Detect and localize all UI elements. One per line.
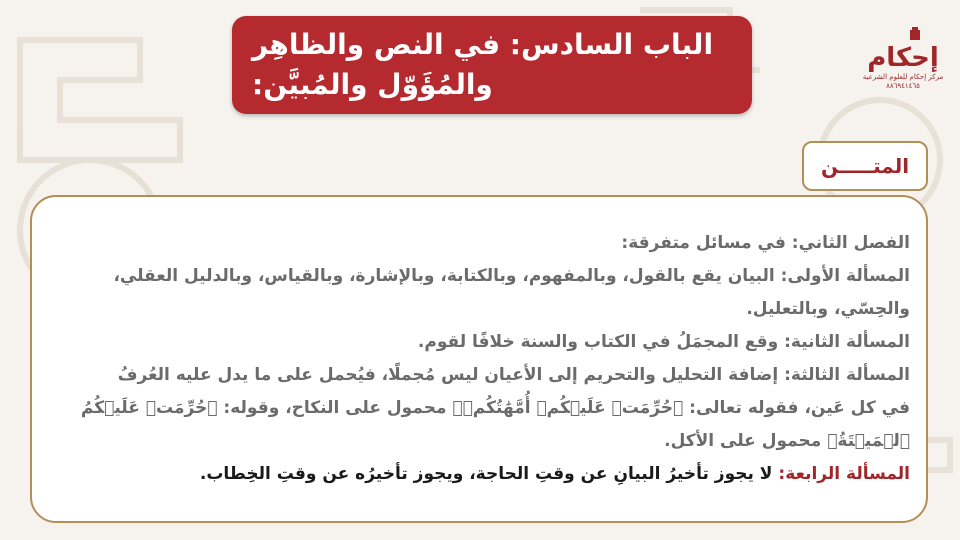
issue-4-label: المسألة الرابعة: [778, 464, 910, 484]
logo [860, 26, 946, 96]
issue-2-text: وقع المجمَلُ في الكتاب والسنة خلافًا لقوم. [417, 332, 779, 352]
issue-1-line-1 [48, 260, 910, 293]
issue-4-text: لا يجوز تأخيرُ البيانِ عن وقتِ الحاجة، ويجوز تأخيرُه عن وقتِ الخِطاب. [199, 464, 773, 484]
logo-subtitle: مركز إحكام للعلوم الشرعية [862, 73, 944, 81]
logo-name: إحكام [867, 43, 939, 72]
page-title-banner [232, 16, 752, 114]
issue-4-line [48, 458, 910, 491]
issue-1-text: البيان يقع بالقول، وبالمفهوم، وبالكتابة، وبالإشارة، وبالقياس، وبالدليل العقلي، [113, 266, 775, 286]
page-title-line-1: الباب السادس: في النص والظاهِر [252, 28, 714, 61]
issue-2-label: المسألة الثانية: [784, 332, 910, 352]
issue-1-line-2: والحِسّي، وبالتعليل. [746, 299, 910, 319]
page-title-line-2: والمُؤَوّل والمُبيَّن: [252, 68, 493, 101]
logo-number: ٨٨٦٩٤١٤٦٥ [886, 82, 920, 90]
issue-3-text: إضافة التحليل والتحريم إلى الأعيان ليس مُجملًا، فيُحمل على ما يدل عليه العُرفُ [117, 365, 779, 385]
matn-tab [802, 141, 928, 191]
issue-3-label: المسألة الثالثة: [784, 365, 910, 385]
issue-2-line [48, 326, 910, 359]
logo-mark-icon [860, 26, 946, 72]
issue-3-line-1 [48, 359, 910, 392]
issue-3-line-3: ٱلۡمَيۡتَةُ﴾ محمول على الأكل. [664, 431, 910, 451]
section-heading: الفصل الثاني: في مسائل متفرقة: [621, 233, 910, 253]
matn-content-box [30, 195, 928, 523]
issue-3-line-2: في كل عَين، فقوله تعالى: ﴿حُرِّمَتۡ عَلَيۡكُمۡ أُمَّهَٰتُكُمۡ﴾ محمول على النكاح، وقوله: ﴿حُرِّمَتۡ عَلَيۡكُمُ [80, 398, 910, 418]
issue-1-label: المسألة الأولى: [780, 266, 910, 286]
matn-tab-label: المتـــــن [820, 154, 910, 178]
